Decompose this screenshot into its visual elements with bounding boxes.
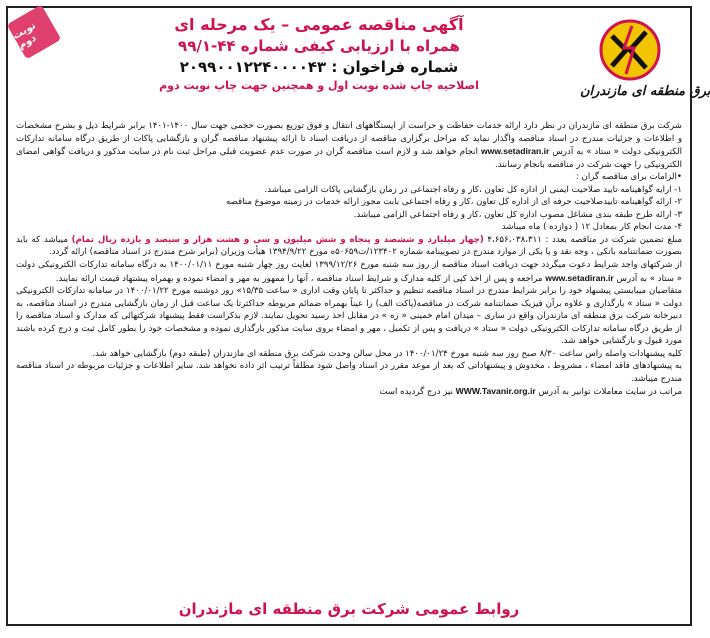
documents-paragraph: از شرکتهای واجد شرایط دعوت میگردد جهت دریافت اسناد مناقصه از روز سه شنبه مورخ ۱۳۹۹/۱۲/۲۶ لغایت روز چهار شنبه مورخ ۱۴۰۰/۰۱/۱۱ به درگاه سامانه تدارکات الکترونیکی دولت « ستاد » به آدرس www.setadiran.ir مراجعه و پس از اخذ کپی از کلیه مدارک و شرایط اسناد مناقصه ، آنها را ممهور به مهر و امضاء نموده و بهمراه پیشنهاد قیمت ارائه نمایند. xyxy=(16,260,682,284)
round-badge: نوبت دوم xyxy=(7,5,62,60)
late-bids-paragraph: به پیشنهادهای فاقد امضاء ، مشروط ، مخدوش و پیشنهاداتی که بعد از موعد مقرر در اسناد واصل شود مطلقاً ترتیب اثر داده نخواهد شد. سایر اطلاعات و جزئیات مربوطه در اسناد مناقصه مندرج میباشد. xyxy=(16,361,682,384)
setad-link[interactable]: www.setadiran.ir xyxy=(480,146,550,157)
requirements-title: •الزامات برای مناقصه گران : xyxy=(575,172,682,183)
tavanir-link[interactable]: WWW.Tavanir.org.ir xyxy=(455,386,536,397)
intro-paragraph: شرکت برق منطقه ای مازندران در نظر دارد ارائه خدمات حفاظت و حراست از ایستگاههای انتقال و فوق توزیع بصورت حجمی جهت سال ۱۴۰۰-۱۴۰۱ برابر شرایط ذیل و بشرح مشخصات و اطلاعات و جزئیات مندرج در اسناد مناقصه واگذار نماید که مراحل برگزاری مناقصه از دریافت اسناد تا ارائه پیشنهاد مناقصه گران و بازگشایی پاکات از طریق درگاه سامانه تدارکات الکترونیکی دولت « ستاد » به آدرس www.setadiran.ir انجام خواهد شد و لازم است مناقصه گران در صورت عدم عضویت قبلی مراحل ثبت نام در سایت مذکور و دریافت گواهی امضای الکترونیکی را جهت شرکت در مناقصه بانجام رسانند. xyxy=(16,121,683,170)
setad-link[interactable]: www.setadiran.ir xyxy=(545,272,614,283)
requirement-2: ۲- ارائه گواهینامه تاییدصلاحیت حرفه ای از اداره کل تعاون ،کار و رفاه اجتماعی بابت مجوز ارائه خدمات در زمینه موضوع مناقصه xyxy=(225,197,682,208)
notice-subtitle: همراه با ارزیابی کیفی شماره ۴۴-۹۹/۱ xyxy=(178,37,460,55)
opening-paragraph: کلیه پیشنهادات واصله راس ساعت ۸/۳۰ صبح روز سه شنبه مورخ ۱۴۰۰/۰۱/۲۴ در محل سالن وحدت شرکت برق منطقه ای مازندران (طبقه دوم) بازگشایی خواهد شد. xyxy=(92,348,682,359)
guarantee-in-words: (چهار میلیارد و ششصد و پنجاه و شش میلیون و سی و هشت هزار و سیصد و یازده ریال تمام) xyxy=(71,234,484,245)
guarantee-paragraph: مبلغ تضمین شرکت در مناقصه بعدد : ۴،۶۵۶،۰۳۸،۳۱۱ (چهار میلیارد و ششصد و پنجاه و شش میلیون و سی و هشت هزار و سیصد و یازده ریال تمام) میباشد که باید بصورت ضمانتنامه بانکی ، وجه نقد و یا یکی از موارد مندرج در تصویبنامه شماره ۱۲۳۴۰۲/ت۵۰۶۵۹ه مورخ ۱۳۹۴/۹/۲۲ هیأت وزیران (برابر شرح مندرج در اسناد مناقصه) ارائه گردد. xyxy=(16,234,682,258)
notice-body xyxy=(16,120,682,399)
regional-electric-logo-icon xyxy=(598,18,662,82)
notice-title: آگهی مناقصه عمومی – یک مرحله ای xyxy=(174,15,464,34)
call-number: شماره فراخوان : ۲۰۹۹۰۰۱۲۲۴۰۰۰۰۴۳ xyxy=(179,58,459,76)
correction-note: اصلاحیه چاپ شده نوبت اول و همچنین جهت چاپ نوبت دوم xyxy=(159,79,479,92)
requirement-1: ۱- ارایه گواهینامه تایید صلاحیت ایمنی از اداره کل تعاون ،کار و رفاه اجتماعی در زمان بازگشایی پاکات الزامی میباشد. xyxy=(264,184,682,195)
public-relations-signature: روابط عمومی شرکت برق منطقه ای مازندران xyxy=(178,600,520,618)
logo-text: برق منطقه ای مازندران xyxy=(580,84,710,99)
requirement-3: ۳- ارائه طرح طبقه بندی مشاغل مصوب اداره کل تعاون ،کار و رفاه اجتماعی الزامی میباشد. xyxy=(353,209,682,220)
requirement-4: ۴- مدت انجام کار بمعادل ۱۲ ( دوازده ) ماه میباشد xyxy=(501,222,682,233)
notice-header xyxy=(68,14,570,94)
tender-notice xyxy=(6,6,710,626)
company-logo xyxy=(580,18,710,99)
tavanir-paragraph: مراتب در سایت معاملات توانیر به آدرس WWW.Tavanir.org.ir نیز درج گردیده است xyxy=(379,386,682,398)
submission-paragraph: متقاضیان میبایستی پیشنهاد خود را برابر شرایط مندرج در اسناد مناقصه تنظیم و حداکثر تا پایان وقت اداری « ساعت ۱۵/۳۵» روز دوشنبه مورخ ۱۴۰۰/۰۱/۲۲ در سامانه تدارکات الکترونیکی دولت « ستاد » بارگذاری و علاوه برآن فیزیک ضمانتنامه شرکت در مناقصه(پاکت الف) را عیناً بهمراه ضمائم مربوطه حداکثرتا یک ساعت قبل از زمان بازگشایی مندرج در اسناد مناقصه، به دبیرخانه شرکت برق منطقه ای مازندران واقع در ساری – میدان امام خمینی « ره » در مقابل اخذ رسید تحویل نمایند. لازم بذکراست فقط پیشنهاد شرکتهائی که مدارک و اسناد مناقصه را از طریق درگاه سامانه تدارکات الکترونیکی دولت « ستاد » دریافت و پس از تکمیل ، مهر و امضاء بروی سایت مذکور بارگذاری نموده و مشخصات خود را بطور کامل ثبت و درج کرده باشند مورد قبول و بازگشایی خواهد شد. xyxy=(16,286,682,347)
